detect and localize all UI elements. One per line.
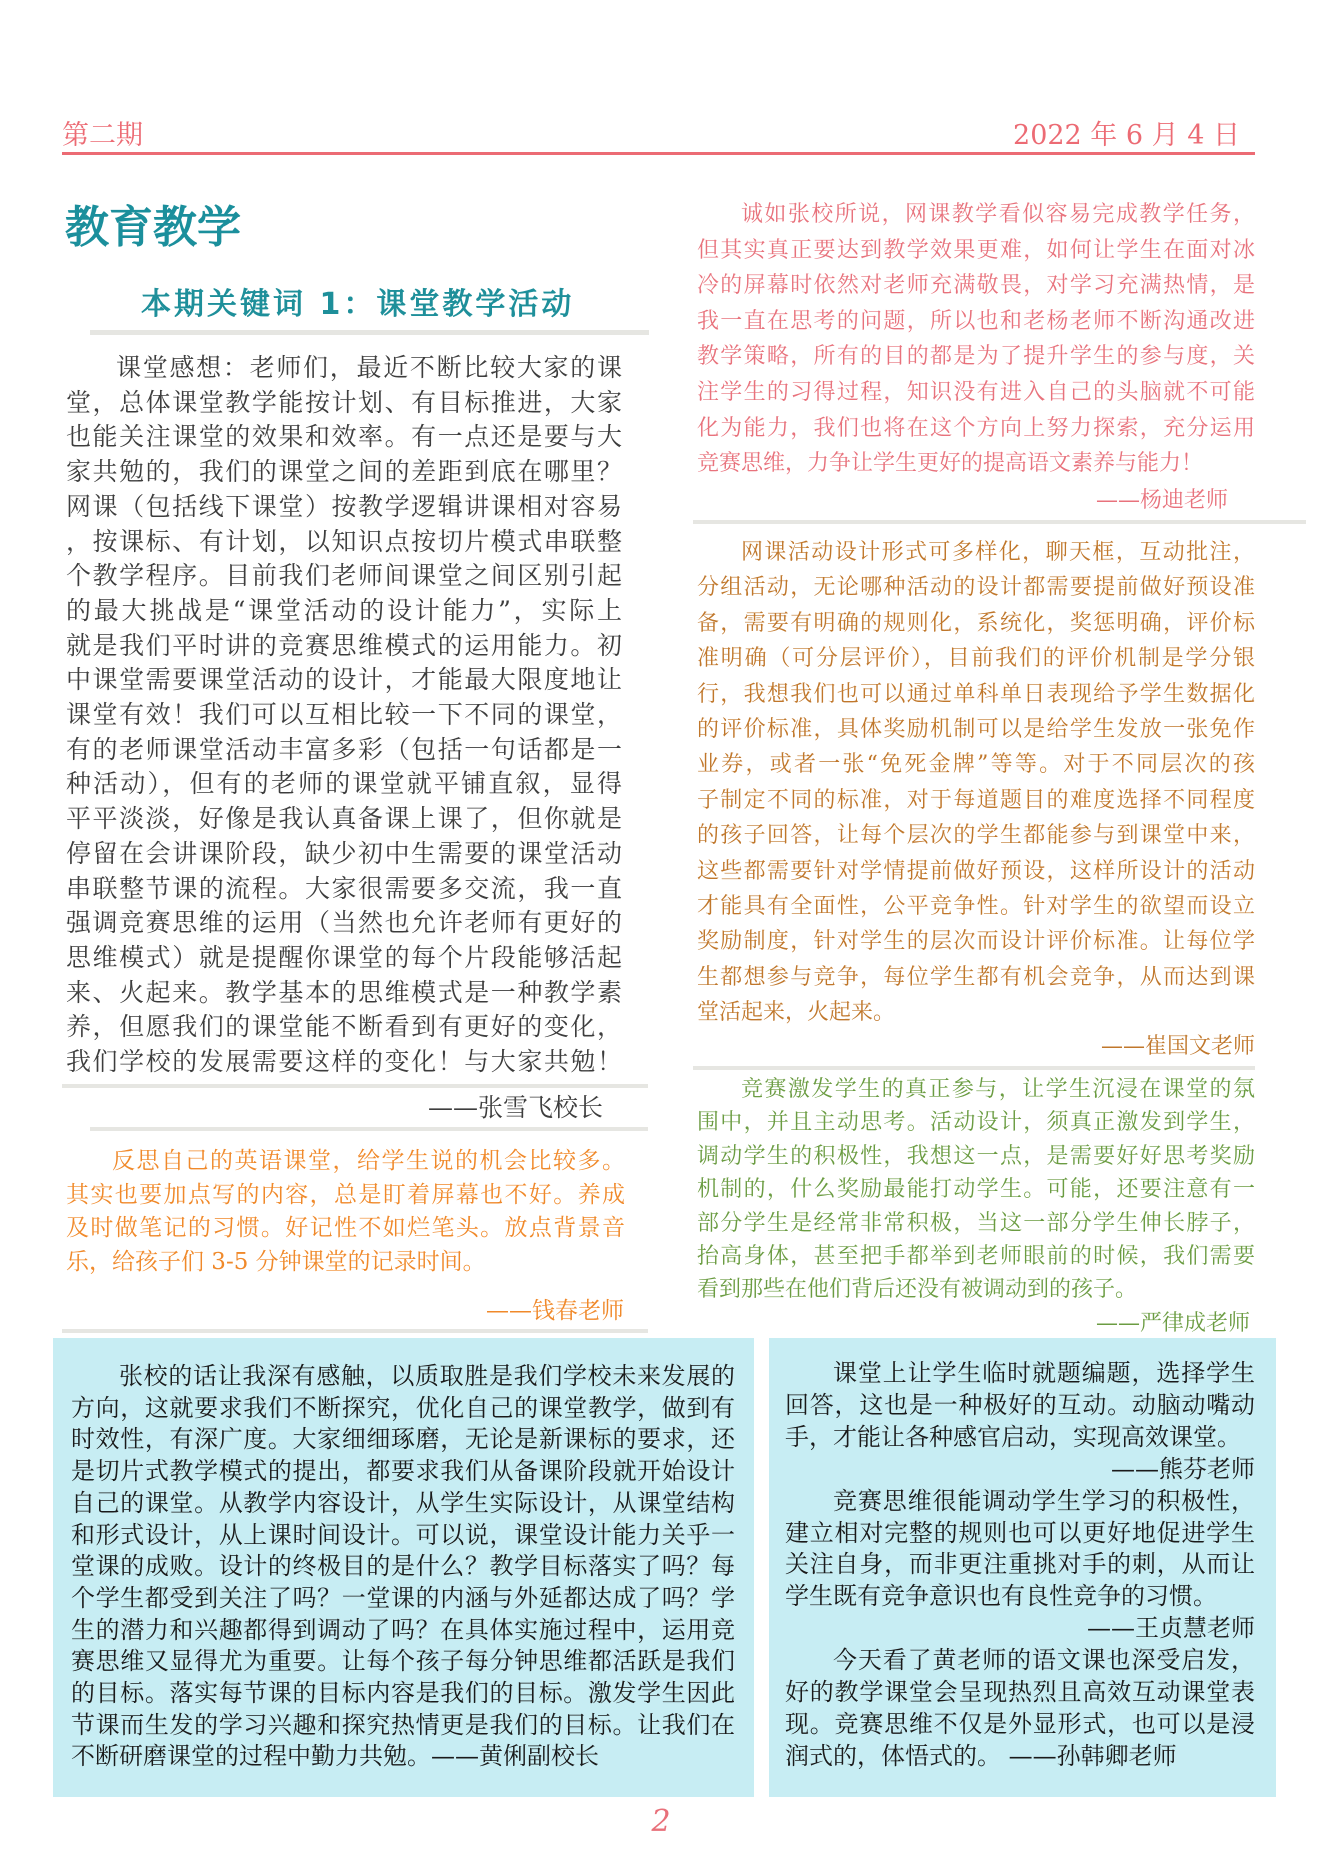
text-line: 方向，这就要求我们不断探究，优化自己的课堂教学，做到有: [71, 1393, 735, 1422]
text-line: 化为能力，我们也将在这个方向上努力探索，充分运用: [697, 415, 1255, 441]
text-line: 家共勉的，我们的课堂之间的差距到底在哪里？: [66, 457, 622, 487]
text-line: 课堂有效！我们可以互相比较一下不同的课堂，: [66, 700, 622, 730]
text-line: 个教学程序。目前我们老师间课堂之间区别引起: [66, 561, 622, 591]
article-divider: [90, 1127, 648, 1131]
text-line: 回答，这也是一种极好的互动。动脑动嘴动: [785, 1390, 1255, 1419]
text-line: 抬高身体，甚至把手都举到老师眼前的时候，我们需要: [697, 1244, 1255, 1270]
text-line: 现。竞赛思维不仅是外显形式，也可以是浸: [785, 1709, 1255, 1738]
text-line: 准明确（可分层评价），目前我们的评价机制是学分银: [697, 646, 1255, 672]
text-line: 串联整节课的流程。大家很需要多交流，我一直: [66, 873, 622, 903]
text-line: 时效性，有深广度。大家细细琢磨，无论是新课标的要求，还: [71, 1425, 735, 1454]
text-line: 种活动），但有的老师的课堂就平铺直叙，显得: [66, 769, 622, 799]
article-yan-lvcheng: [697, 1073, 1255, 1307]
text-line: 不断研磨课堂的过程中勤力共勉。——黄俐副校长: [71, 1742, 599, 1771]
text-line: 我们学校的发展需要这样的变化！与大家共勉！: [66, 1047, 622, 1077]
text-line: 的评价标准，具体奖励机制可以是给学生发放一张免作: [697, 717, 1255, 743]
text-line: 好的教学课堂会呈现热烈且高效互动课堂表: [785, 1678, 1255, 1707]
comment-huang-li: [71, 1361, 735, 1773]
text-line: 赛思维又显得尤为重要。让每个孩子每分钟思维都活跃是我们: [71, 1647, 735, 1676]
text-line: 乐，给孩子们 3-5 分钟课堂的记录时间。: [66, 1249, 486, 1276]
signature-wang-zhenhui: ——王贞慧老师: [1087, 1614, 1255, 1643]
text-line: 关注自身，而非更注重挑对手的刺，从而让: [785, 1550, 1255, 1579]
text-line: 网课（包括线下课堂）按教学逻辑讲课相对容易: [66, 491, 622, 521]
signature-yan-lvcheng: ——严律成老师: [1095, 1311, 1250, 1336]
comments-teachers: [785, 1358, 1255, 1773]
issue-date: 2022 年 6 月 4 日: [1013, 120, 1240, 151]
article-divider: [693, 520, 1306, 524]
header-rule: [62, 152, 1255, 155]
article-divider: [62, 1329, 648, 1333]
text-line: 停留在会讲课阶段，缺少初中生需要的课堂活动: [66, 838, 622, 868]
text-line: 教学策略，所有的目的都是为了提升学生的参与度，关: [697, 344, 1255, 370]
text-line: 思维模式）就是提醒你课堂的每个片段能够活起: [66, 942, 622, 972]
text-line: 机制的，什么奖励最能打动学生。可能，还要注意有一: [697, 1177, 1255, 1203]
text-line: 强调竞赛思维的运用（当然也允许老师有更好的: [66, 908, 622, 938]
article-divider: [62, 1084, 648, 1088]
text-line: 竞赛思维，力争让学生更好的提高语文素养与能力！: [697, 451, 1204, 477]
text-line: 是切片式教学模式的提出，都要求我们从备课阶段就开始设计: [71, 1457, 735, 1486]
text-line: 中课堂需要课堂活动的设计，才能最大限度地让: [66, 665, 622, 695]
text-line: 养，但愿我们的课堂能不断看到有更好的变化，: [66, 1012, 622, 1042]
text-line: 业券，或者一张“免死金牌”等等。对于不同层次的孩: [697, 752, 1255, 778]
text-line: 反思自己的英语课堂，给学生说的机会比较多。: [112, 1148, 625, 1174]
signature-yang-di: ——杨迪老师: [1095, 488, 1228, 513]
text-line: 行，我想我们也可以通过单科单日表现给予学生数据化: [697, 681, 1255, 707]
signature-zhang-xuefei: ——张雪飞校长: [427, 1093, 603, 1122]
text-line: 部分学生是经常非常积极，当这一部分学生伸长脖子，: [697, 1210, 1255, 1236]
article-qian-chun: [66, 1145, 625, 1280]
text-line: 就是我们平时讲的竞赛思维模式的运用能力。初: [66, 630, 622, 660]
text-line: 生都想参与竞争，每位学生都有机会竞争，从而达到课: [697, 964, 1255, 990]
text-line: 看到那些在他们背后还没有被调动到的孩子。: [697, 1277, 1138, 1303]
keyword-heading: 本期关键词 1：课堂教学活动: [141, 287, 575, 322]
text-line: 分组活动，无论哪种活动的设计都需要提前做好预设准: [697, 575, 1255, 601]
section-title: 教育教学: [65, 202, 241, 253]
text-line: 学生既有竞争意识也有良性竞争的习惯。: [785, 1582, 1217, 1611]
heading-divider: [90, 330, 649, 335]
text-line: 围中，并且主动思考。活动设计，须真正激发到学生，: [697, 1110, 1255, 1136]
article-divider: [693, 1066, 1255, 1070]
signature-qian-chun: ——钱春老师: [486, 1298, 624, 1324]
text-line: 节课而生发的学习兴趣和探究热情更是我们的目标。让我们在: [71, 1710, 735, 1739]
text-line: 张校的话让我深有感触，以质取胜是我们学校未来发展的: [119, 1362, 735, 1390]
text-line: 才能具有全面性，公平竞争性。针对学生的欲望而设立: [697, 894, 1255, 920]
text-line: 其实也要加点写的内容，总是盯着屏幕也不好。养成: [66, 1181, 625, 1208]
text-line: 子制定不同的标准，对于每道题目的难度选择不同程度: [697, 787, 1255, 813]
text-line: 诚如张校所说，网课教学看似容易完成教学任务，: [741, 202, 1255, 227]
text-line: 平平淡淡，好像是我认真备课上课了，但你就是: [66, 804, 622, 834]
text-line: 冷的屏幕时依然对老师充满敬畏，对学习充满热情，是: [697, 273, 1255, 299]
text-line: 调动学生的积极性，我想这一点，是需要好好思考奖励: [697, 1143, 1255, 1169]
text-line: 润式的，体悟式的。 ——孙韩卿老师: [785, 1741, 1177, 1770]
text-line: 手，才能让各种感官启动，实现高效课堂。: [785, 1422, 1241, 1451]
text-line: 建立相对完整的规则也可以更好地促进学生: [785, 1518, 1255, 1547]
signature-cui-guowen: ——崔国文老师: [1100, 1034, 1255, 1059]
signature-xiong-fen: ——熊芬老师: [1111, 1454, 1255, 1483]
text-line: 自己的课堂。从教学内容设计，从学生实际设计，从课堂结构: [71, 1488, 735, 1517]
text-line: 生的潜力和兴趣都得到调动了吗？在具体实施过程中，运用竞: [71, 1615, 735, 1644]
article-principal-zhang: [66, 351, 622, 1080]
text-line: ，按课标、有计划，以知识点按切片模式串联整: [66, 526, 622, 556]
article-cui-guowen: [697, 535, 1255, 1031]
text-line: 的孩子回答，让每个层次的学生都能参与到课堂中来，: [697, 823, 1255, 849]
text-line: 这些都需要针对学情提前做好预设，这样所设计的活动: [697, 858, 1255, 884]
text-line: 的目标。落实每节课的目标内容是我们的目标。激发学生因此: [71, 1679, 735, 1708]
text-line: 课堂上让学生临时就题编题，选择学生: [833, 1359, 1255, 1387]
text-line: 及时做笔记的习惯。好记性不如烂笔头。放点背景音: [66, 1215, 625, 1242]
text-line: 我一直在思考的问题，所以也和老杨老师不断沟通改进: [697, 308, 1255, 334]
text-line: 但其实真正要达到教学效果更难，如何让学生在面对冰: [697, 237, 1255, 263]
page-number: 2: [651, 1804, 671, 1839]
text-line: 竞赛激发学生的真正参与，让学生沉浸在课堂的氛: [741, 1077, 1255, 1102]
text-line: 备，需要有明确的规则化，系统化，奖惩明确，评价标: [697, 610, 1255, 636]
text-line: 课堂感想：老师们，最近不断比较大家的课: [116, 353, 622, 382]
text-line: 和形式设计，从上课时间设计。可以说，课堂设计能力关乎一: [71, 1520, 735, 1549]
text-line: 个学生都受到关注了吗？一堂课的内涵与外延都达成了吗？学: [71, 1583, 735, 1612]
text-line: 今天看了黄老师的语文课也深受启发，: [833, 1646, 1255, 1675]
text-line: 注学生的习得过程，知识没有进入自己的头脑就不可能: [697, 379, 1255, 405]
text-line: 的最大挑战是“课堂活动的设计能力”，实际上: [66, 595, 622, 625]
text-line: 网课活动设计形式可多样化，聊天框，互动批注，: [741, 540, 1255, 565]
text-line: 也能关注课堂的效果和效率。有一点还是要与大: [66, 422, 622, 452]
article-yang-di: [697, 197, 1255, 482]
issue-label: 第二期: [62, 120, 143, 151]
text-line: 堂活起来，火起来。: [697, 1000, 896, 1026]
text-line: 来、火起来。教学基本的思维模式是一种教学素: [66, 977, 622, 1007]
text-line: 堂，总体课堂教学能按计划、有目标推进，大家: [66, 387, 622, 417]
text-line: 有的老师课堂活动丰富多彩（包括一句话都是一: [66, 734, 622, 764]
text-line: 堂课的成败。设计的终极目的是什么？教学目标落实了吗？每: [71, 1552, 735, 1581]
text-line: 奖励制度，针对学生的层次而设计评价标准。让每位学: [697, 929, 1255, 955]
text-line: 竞赛思维很能调动学生学习的积极性，: [833, 1486, 1255, 1515]
